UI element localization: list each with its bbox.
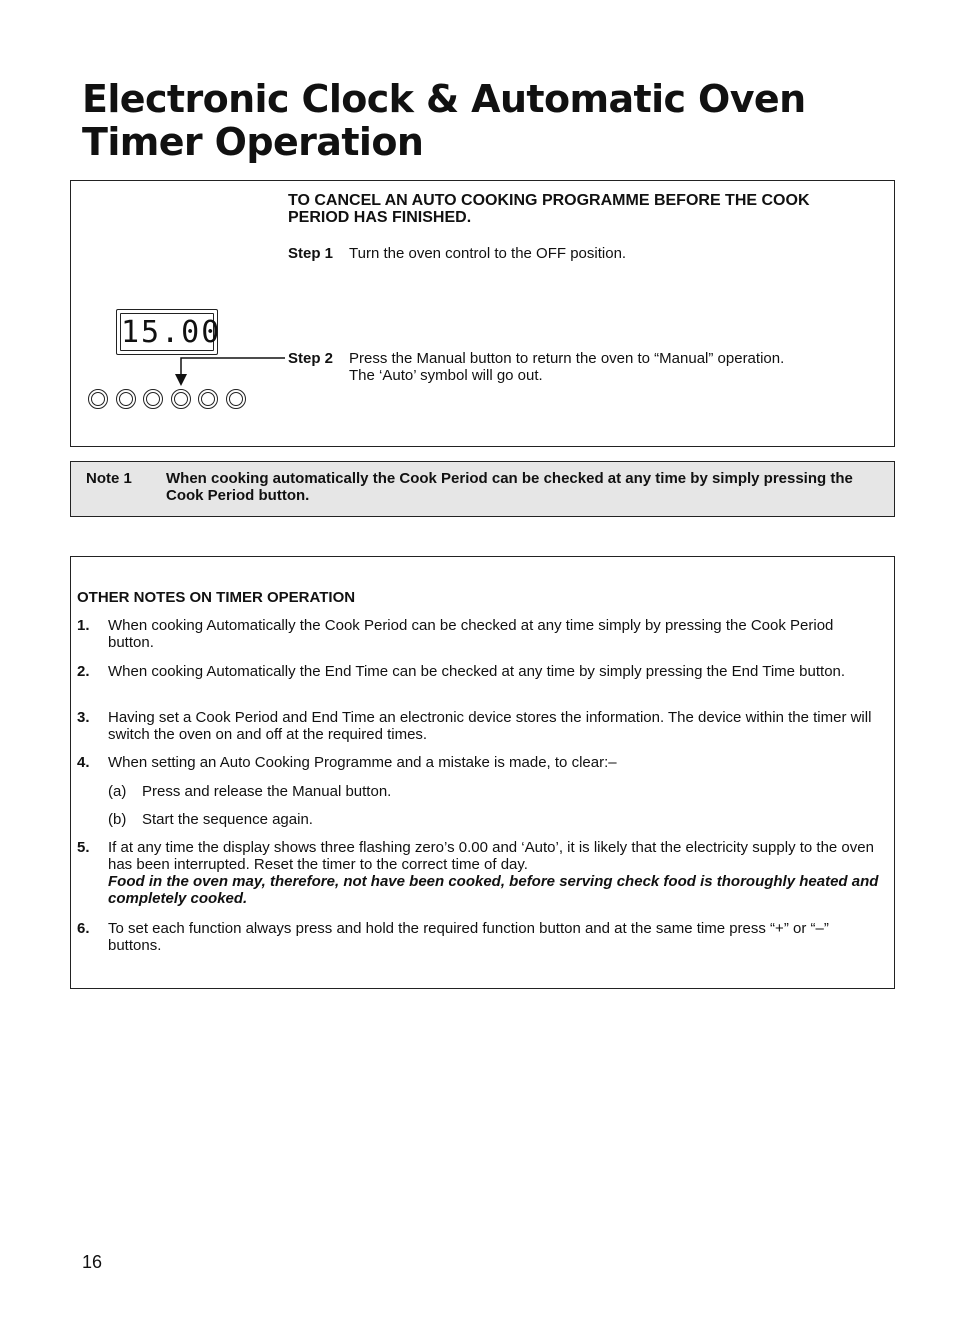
step-1-label: Step 1 <box>288 245 334 262</box>
other-notes-heading: OTHER NOTES ON TIMER OPERATION <box>77 589 356 606</box>
page-title: Electronic Clock & Automatic Oven Timer Operation <box>82 77 806 164</box>
sub-item: Press and release the Manual button. <box>142 783 392 800</box>
list-item-number: 5. <box>77 839 90 856</box>
note-1-box <box>70 461 895 517</box>
list-item-number: 3. <box>77 709 90 726</box>
timer-button-2-icon <box>116 389 136 409</box>
note-text: When cooking automatically the Cook Period can be checked at any time by simply pressing the Cook Period button. <box>166 470 853 504</box>
manual-button-pointer-icon <box>71 181 896 448</box>
timer-button-3-icon <box>143 389 163 409</box>
list-item: When cooking Automatically the End Time can be checked at any time by simply pressing the End Time button. <box>108 663 846 680</box>
list-item-number: 2. <box>77 663 90 680</box>
list-item: To set each function always press and hold the required function button and at the same time press “+” or “–” buttons. <box>108 920 829 954</box>
sub-item-label: (a) <box>108 783 127 800</box>
list-item-number: 1. <box>77 617 90 634</box>
note-label: Note 1 <box>86 470 132 487</box>
manual-button-icon <box>171 389 191 409</box>
page-number: 16 <box>82 1252 103 1272</box>
food-safety-warning: Food in the oven may, therefore, not have been cooked, before serving check food is thoroughly heated and completely cooked. <box>108 873 879 907</box>
list-item: Having set a Cook Period and End Time an electronic device stores the information. The device within the timer will switch the oven on and off at the required times. <box>108 709 872 743</box>
step-1-text: Turn the oven control to the OFF position. <box>349 245 627 262</box>
cancel-programme-panel <box>70 180 895 447</box>
step-2-label: Step 2 <box>288 350 334 367</box>
sub-item: Start the sequence again. <box>142 811 313 828</box>
timer-display-readout: 15.00 <box>121 315 222 350</box>
step-2-line-2: The ‘Auto’ symbol will go out. <box>349 367 543 384</box>
list-item-number: 4. <box>77 754 90 771</box>
list-item: When setting an Auto Cooking Programme and a mistake is made, to clear:– <box>108 754 617 771</box>
sub-item-label: (b) <box>108 811 127 828</box>
other-notes-panel <box>70 556 895 989</box>
timer-button-6-icon <box>226 389 246 409</box>
timer-button-1-icon <box>88 389 108 409</box>
list-item: When cooking Automatically the Cook Period can be checked at any time simply by pressing the Cook Period button. <box>108 617 834 651</box>
list-item-number: 6. <box>77 920 90 937</box>
list-item <box>108 839 883 907</box>
step-2-line-1: Press the Manual button to return the oven to “Manual” operation. <box>349 350 785 367</box>
timer-button-5-icon <box>198 389 218 409</box>
list-item-text: If at any time the display shows three flashing zero’s 0.00 and ‘Auto’, it is likely that the electricity supply to the oven has been interrupted. Reset the timer to the correct time of day. <box>108 839 874 873</box>
cancel-heading: TO CANCEL AN AUTO COOKING PROGRAMME BEFORE THE COOK PERIOD HAS FINISHED. <box>288 192 810 226</box>
